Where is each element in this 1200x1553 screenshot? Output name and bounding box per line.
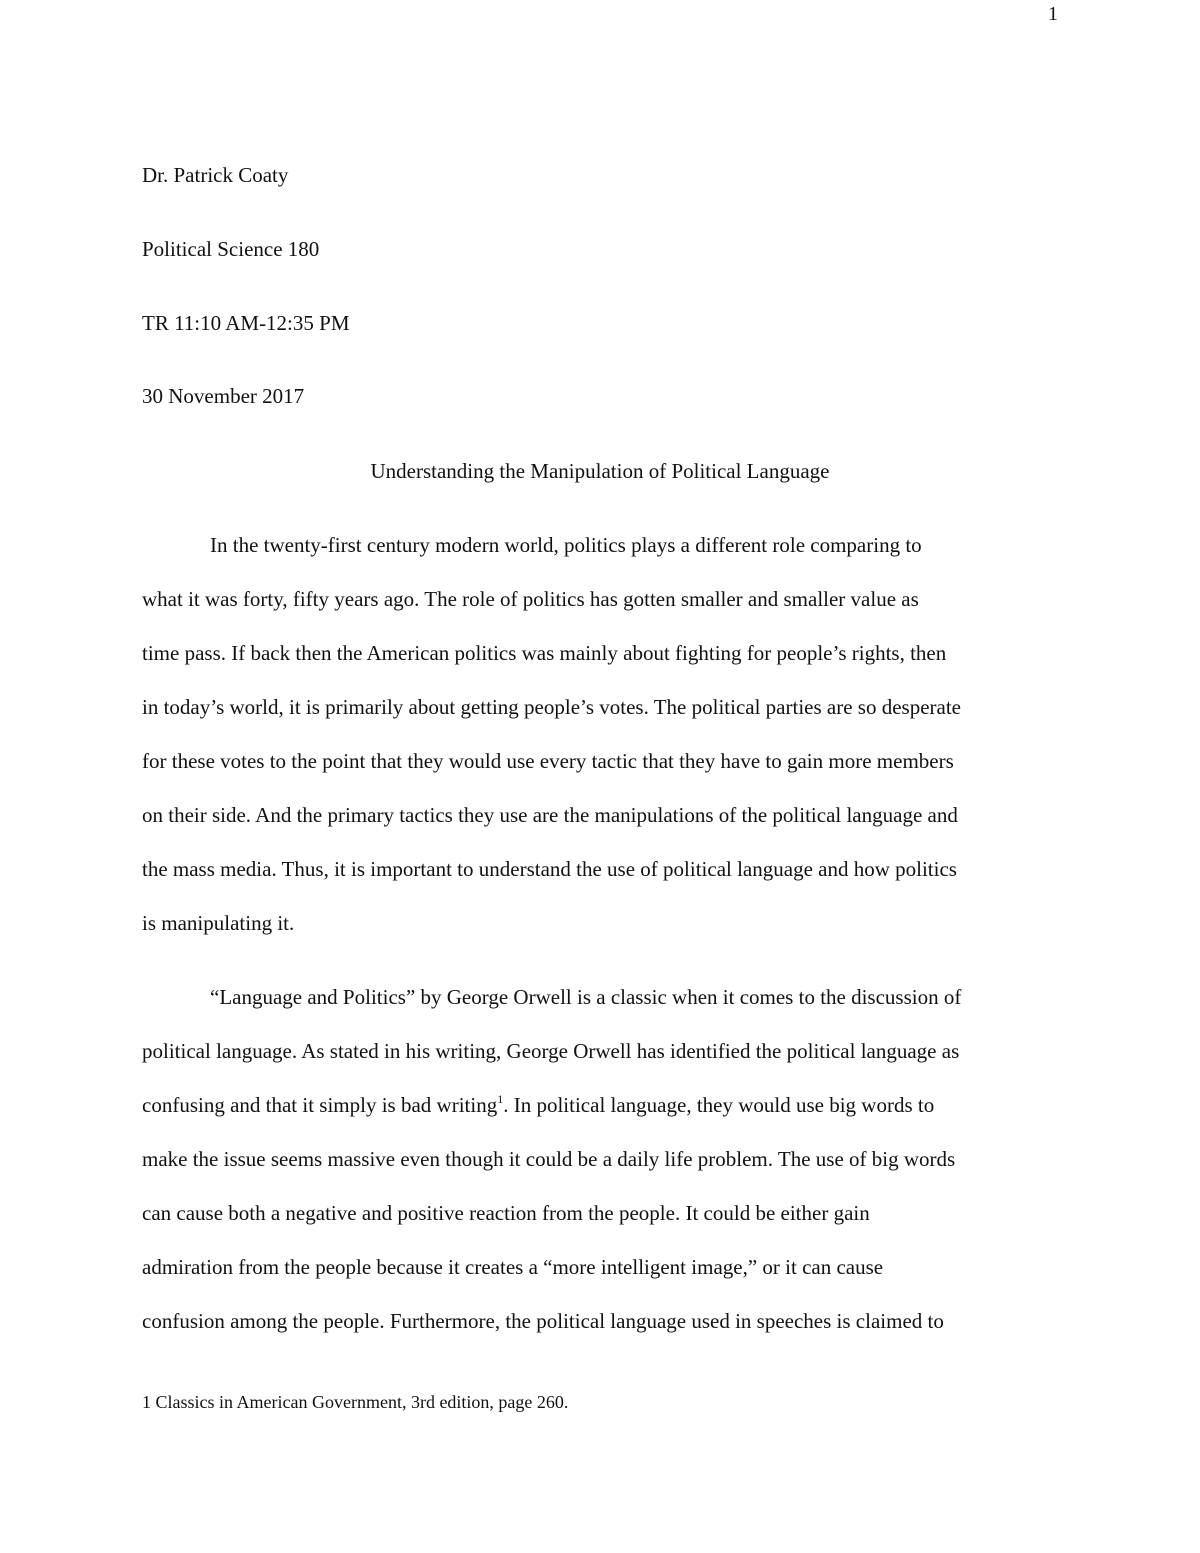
paragraph-2-line: can cause both a negative and positive reaction from the people. It could be either gain xyxy=(142,1201,870,1225)
paragraph-2-line: political language. As stated in his writing, George Orwell has identified the political language as xyxy=(142,1039,960,1063)
paragraph-1-line: for these votes to the point that they would use every tactic that they have to gain more members xyxy=(142,749,954,773)
header-date: 30 November 2017 xyxy=(142,384,305,408)
paragraph-1-line: in today’s world, it is primarily about getting people’s votes. The political parties are so desperate xyxy=(142,695,961,719)
footnote-reference: 1 xyxy=(497,1092,504,1106)
header-schedule: TR 11:10 AM-12:35 PM xyxy=(142,311,350,335)
paragraph-1-line: In the twenty-first century modern world, politics plays a different role comparing to xyxy=(210,533,922,557)
paragraph-2 xyxy=(142,970,1058,1348)
footnote: 1 Classics in American Government, 3rd edition, page 260. xyxy=(142,1392,569,1412)
paragraph-1-line: on their side. And the primary tactics they use are the manipulations of the political language and xyxy=(142,803,958,827)
essay-title: Understanding the Manipulation of Political Language xyxy=(370,459,830,483)
paragraph-2-line: admiration from the people because it creates a “more intelligent image,” or it can cause xyxy=(142,1255,884,1279)
paragraph-1-line: is manipulating it. xyxy=(142,911,295,935)
paragraph-2-line: make the issue seems massive even though it could be a daily life problem. The use of big words xyxy=(142,1147,956,1171)
page-number: 1 xyxy=(1048,3,1058,25)
paragraph-2-text: confusing and that it simply is bad writing xyxy=(142,1093,498,1117)
header-course: Political Science 180 xyxy=(142,237,320,261)
paragraph-2-line: “Language and Politics” by George Orwell is a classic when it comes to the discussion of xyxy=(210,985,962,1009)
paragraph-2-line: confusion among the people. Furthermore, the political language used in speeches is claimed to xyxy=(142,1309,944,1333)
header-instructor: Dr. Patrick Coaty xyxy=(142,163,289,187)
paragraph-1 xyxy=(142,518,1058,950)
paragraph-1-line: what it was forty, fifty years ago. The role of politics has gotten smaller and smaller value as xyxy=(142,587,919,611)
paragraph-2-text: . In political language, they would use big words to xyxy=(503,1093,935,1117)
paragraph-1-line: the mass media. Thus, it is important to understand the use of political language and how politics xyxy=(142,857,957,881)
paragraph-1-line: time pass. If back then the American politics was mainly about fighting for people’s rights, then xyxy=(142,641,947,665)
paragraph-2-line xyxy=(142,1078,1058,1132)
